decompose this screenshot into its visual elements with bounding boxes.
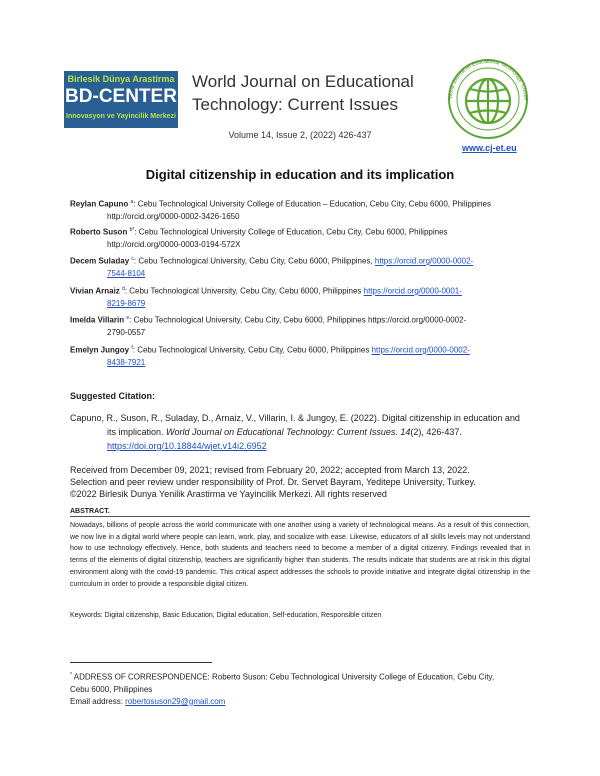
author-affiliation-4 bbox=[70, 283, 530, 310]
citation-journal: World Journal on Educational Technology: Current Issues. 14 bbox=[166, 427, 411, 437]
author-affiliation: : Cebu Technological University College of Education, Cebu City, Cebu 6000, Philippines bbox=[134, 227, 448, 237]
author-affiliation-5 bbox=[70, 312, 530, 339]
journal-website-link[interactable]: www.cj-et.eu bbox=[462, 143, 517, 153]
abstract-heading: ABSTRACT. bbox=[70, 508, 110, 515]
author-affiliation: : Cebu Technological University College of Education – Education, Cebu City, Cebu 6000, Philippines bbox=[133, 199, 491, 209]
abstract-divider bbox=[70, 516, 530, 517]
copyright: ©2022 Birlesik Dunya Yenilik Arastirma ve Yayincilik Merkezi. All rights reserved bbox=[70, 489, 387, 499]
citation-authors: Capuno, R., Suson, R., Suladay, D., Arnaiz, V., Villarin, I. & Jungoy, E. (2022). Digital citizenship in education and bbox=[70, 413, 520, 423]
citation-issue: (2), 426-437. bbox=[410, 427, 462, 437]
footnote-marker: * bbox=[70, 672, 72, 678]
author-orcid: https://orcid.org/0000-0002- bbox=[367, 315, 467, 325]
author-sup: f bbox=[131, 345, 133, 351]
logo-line-1: Birlesik Dünya Arastirma bbox=[67, 74, 175, 84]
author-name: Reylan Capuno bbox=[70, 199, 129, 209]
journal-title-line-1: World Journal on Educational bbox=[192, 72, 414, 91]
author-affiliation: : Cebu Technological University, Cebu City, Cebu 6000, Philippines bbox=[124, 286, 362, 296]
globe-logo-text: World Journal on Educational Technology: Curren bbox=[447, 58, 529, 101]
logo-line-3: Innovasyon ve Yayincilik Merkezi bbox=[66, 113, 176, 120]
author-sup: d bbox=[122, 286, 125, 292]
author-name: Imelda Villarin bbox=[70, 315, 125, 325]
volume-info: Volume 14, Issue 2, (2022) 426-437 bbox=[228, 130, 372, 140]
correspondence-footnote bbox=[70, 669, 530, 708]
author-name: Emelyn Jungoy bbox=[70, 345, 130, 355]
author-name: Decem Suladay bbox=[70, 256, 130, 266]
abstract-text: Nowadays, billions of people across the world communicate with one another using a variety of technological means. As a result of this connection, we now live in a digital world where people can learn, work, play, and socialize with ease. Likewise, educators of all skills levels may not understand how to use technology effectively. Hence, both students and teachers need to become a member of a digital citizenry. Findings revealed that in terms of the elements of digital citizenship, teachers are significantly higher than students. The results indicate that students are at risk in this digital environment along with the covid-19 pandemic. This critical aspect addresses the schools to provide initiative and integrate digital citizenship in the curriculum in order to provide a responsible digital citizen. bbox=[70, 522, 530, 588]
paper-title: Digital citizenship in education and its implication bbox=[145, 167, 455, 182]
keywords: Keywords: Digital citizenship, Basic Education, Digital education, Self-education, Responsible citizen bbox=[70, 612, 382, 619]
bd-center-logo bbox=[64, 71, 178, 128]
citation-doi-link[interactable]: https://doi.org/10.18844/wjet.v14i2.6952 bbox=[107, 441, 267, 451]
author-sup: c bbox=[131, 256, 134, 262]
author-affiliation-2 bbox=[70, 224, 530, 251]
journal-title bbox=[192, 70, 432, 116]
journal-title-line-2: Technology: Current Issues bbox=[192, 95, 398, 114]
author-orcid-link[interactable]: https://orcid.org/0000-0002- bbox=[371, 345, 470, 355]
author-orcid-link-cont[interactable]: 7544-8104 bbox=[107, 268, 146, 278]
author-name: Vivian Arnaiz bbox=[70, 286, 120, 296]
author-orcid-cont: 2790-0557 bbox=[107, 327, 146, 337]
author-sup: b* bbox=[129, 227, 135, 233]
suggested-citation-heading: Suggested Citation: bbox=[70, 391, 155, 401]
author-affiliation-3 bbox=[70, 253, 530, 280]
globe-logo-icon bbox=[447, 58, 529, 140]
author-affiliation: : Cebu Technological University, Cebu City, Cebu 6000, Philippines, bbox=[133, 256, 373, 266]
email-label: Email address: bbox=[70, 696, 123, 706]
received-info bbox=[70, 464, 540, 500]
author-orcid: http://orcid.org/0000-0002-3426-1650 bbox=[107, 211, 240, 221]
author-orcid-link-cont[interactable]: 8438-7921 bbox=[107, 357, 146, 367]
citation-title: its implication. bbox=[107, 427, 164, 437]
footnote-divider bbox=[70, 662, 212, 663]
author-sup: e bbox=[126, 315, 130, 321]
footnote-address-cont: Cebu 6000, Philippines bbox=[70, 684, 153, 694]
logo-line-2: BD-CENTER bbox=[65, 86, 177, 107]
email-link[interactable]: robertosuson29@gmail.com bbox=[125, 696, 226, 706]
author-affiliation-6 bbox=[70, 342, 530, 369]
citation-text bbox=[70, 411, 530, 453]
author-affiliation: : Cebu Technological University, Cebu City, Cebu 6000, Philippines bbox=[132, 345, 370, 355]
peer-review-note: Selection and peer review under responsibility of Prof. Dr. Servet Bayram, Yeditepe University, Turkey. bbox=[70, 477, 476, 487]
author-affiliation: : Cebu Technological University, Cebu City, Cebu 6000, Philippines bbox=[129, 315, 366, 325]
author-name: Roberto Suson bbox=[70, 227, 128, 237]
author-affiliation-1 bbox=[70, 196, 530, 223]
author-orcid-link[interactable]: https://orcid.org/0000-0001- bbox=[363, 286, 462, 296]
footnote-address: ADDRESS OF CORRESPONDENCE: Roberto Suson: Cebu Technological University College of Education, Cebu City, bbox=[73, 672, 495, 682]
author-orcid-link[interactable]: https://orcid.org/0000-0002- bbox=[374, 256, 474, 266]
author-orcid: http://orcid.org/0000-0003-0194-572X bbox=[107, 239, 241, 249]
author-sup: a bbox=[130, 199, 134, 205]
author-orcid-link-cont[interactable]: 8219-8679 bbox=[107, 298, 146, 308]
received-dates: Received from December 09, 2021; revised from February 20, 2022; accepted from March 13, 2022. bbox=[70, 465, 470, 475]
